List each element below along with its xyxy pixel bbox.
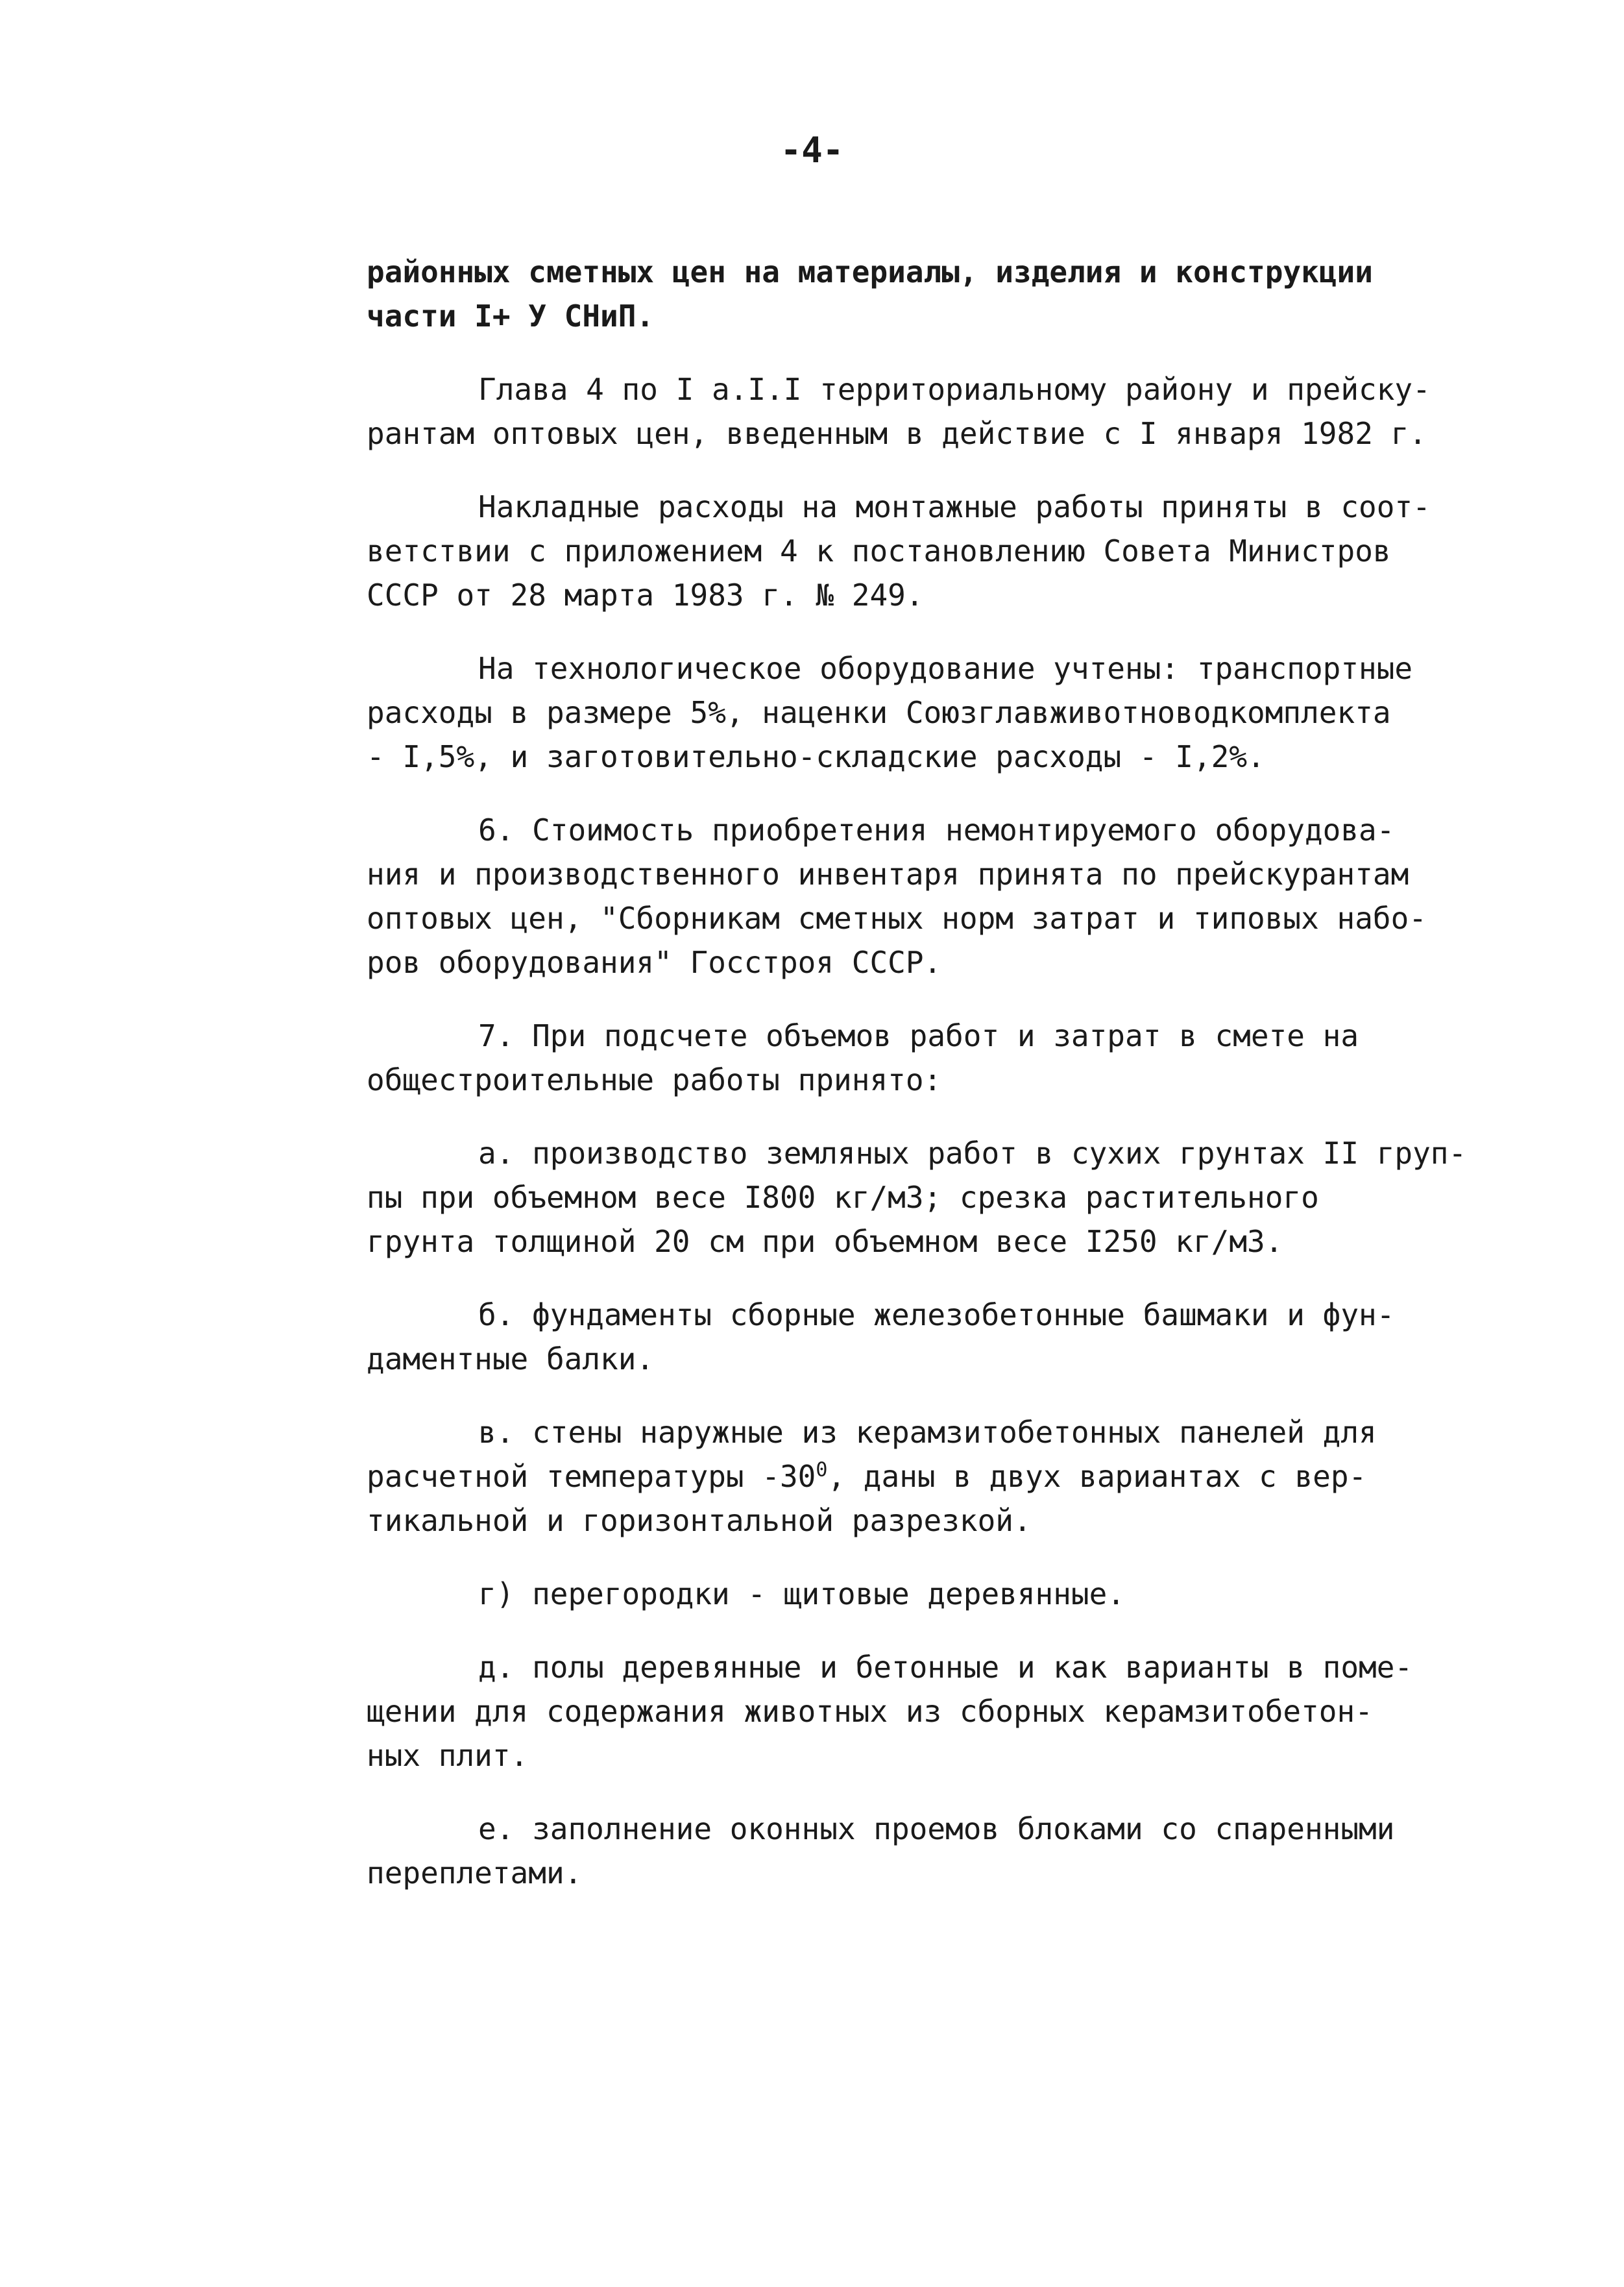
paragraph-item-v-text-before: в. стены наружные из керамзитобетонных панелей для расчетной температуры -30 (367, 1415, 1377, 1494)
paragraph-equipment-costs: На технологическое оборудование учтены: транспортные расходы в размере 5%, наценки Союзглавживотноводкомплекта - I,5%, и заготовительно-складские расходы - I,2%. (367, 651, 1413, 774)
paragraph-item-6: 6. Стоимость приобретения немонтируемого оборудова- ния и производственного инвентаря принята по прейскурантам оптовых цен, "Сборникам сметных норм затрат и типовых набо- ров оборудования" Госстроя СССР. (367, 813, 1427, 980)
paragraph-item-v (367, 1410, 1483, 1543)
paragraph-item-e: е. заполнение оконных проемов блоками со спаренными переплетами. (367, 1811, 1395, 1890)
paragraph-item-g: г) перегородки - щитовые деревянные. (478, 1576, 1125, 1611)
paragraph-item-7: 7. При подсчете объемов работ и затрат в смете на общестроительные работы принято: (367, 1018, 1359, 1097)
paragraph-item-a: а. производство земляных работ в сухих грунтах II груп- пы при объемном весе I800 кг/м3; срезка растительного грунта толщиной 20 см при объемном весе I250 кг/м3. (367, 1136, 1467, 1259)
paragraph-item-v-text-after: , даны в двух вариантах с вер- тикальной и горизонтальной разрезкой. (367, 1459, 1367, 1538)
paragraph-overhead-costs: Накладные расходы на монтажные работы приняты в соот- ветствии с приложением 4 к постановлению Совета Министров СССР от 28 марта 1983 г. № 249. (367, 489, 1431, 613)
paragraph-item-d: д. полы деревянные и бетонные и как варианты в поме- щении для содержания животных из сборных керамзитобетон- ных плит. (367, 1650, 1413, 1773)
paragraph-item-b: б. фундаменты сборные железобетонные башмаки и фун- даментные балки. (367, 1297, 1395, 1376)
page-number: -4- (780, 130, 844, 171)
paragraph-chapter-4: Глава 4 по I а.I.I территориальному району и прейску- рантам оптовых цен, введенным в действие с I января 1982 г. (367, 372, 1431, 451)
degree-superscript: 0 (816, 1458, 828, 1482)
document-body (367, 250, 1483, 1924)
paragraph-price-sources: районных сметных цен на материалы, изделия и конструкции части I+ У СНиП. (367, 254, 1373, 334)
